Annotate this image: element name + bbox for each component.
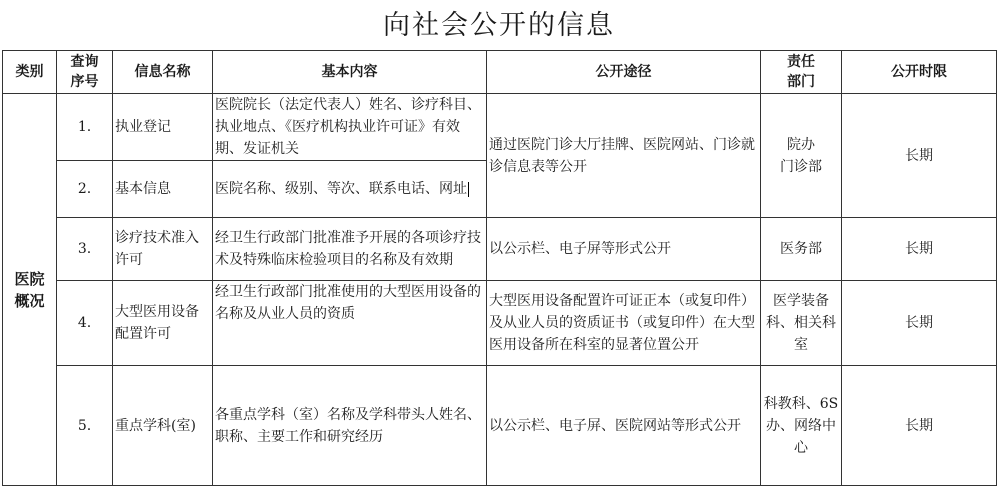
table-row [3, 366, 997, 486]
dept-line1: 院办 [787, 136, 815, 153]
row-content-text: 医院名称、级别、等次、联系电话、网址 [215, 181, 467, 197]
category-line2: 概况 [14, 291, 45, 310]
row-dept: 科教科、6S办、网络中心 [761, 366, 842, 486]
dept-line2: 门诊部 [780, 158, 822, 175]
row-dept: 医学装备科、相关科室 [761, 281, 842, 366]
page-title: 向社会公开的信息 [383, 10, 615, 41]
row-dept: 医务部 [761, 218, 842, 281]
header-channel: 公开途径 [487, 51, 761, 94]
row-content-editing[interactable] [213, 161, 487, 218]
header-name: 信息名称 [113, 51, 213, 94]
info-disclosure-table [2, 50, 997, 486]
row-seq: 2. [57, 161, 113, 218]
row-content: 各重点学科（室）名称及学科带头人姓名、职称、主要工作和研究经历 [213, 366, 487, 486]
text-cursor [468, 182, 469, 197]
header-content: 基本内容 [213, 51, 487, 94]
row-name: 执业登记 [113, 94, 213, 161]
row-content: 医院院长（法定代表人）姓名、诊疗科目、执业地点、《医疗机构执业许可证》有效期、发证机关 [213, 94, 487, 161]
table-row [3, 281, 997, 366]
row-seq: 4. [57, 281, 113, 366]
row-seq: 3. [57, 218, 113, 281]
row-content: 经卫生行政部门批准准予开展的各项诊疗技术及特殊临床检验项目的名称及有效期 [213, 218, 487, 281]
row-dept-merged [761, 94, 842, 218]
row-channel-merged: 通过医院门诊大厅挂牌、医院网站、门诊就诊信息表等公开 [487, 94, 761, 218]
category-cell [3, 94, 57, 486]
header-dept [761, 51, 842, 94]
header-row [3, 51, 997, 94]
row-name: 重点学科(室) [113, 366, 213, 486]
header-category: 类别 [3, 51, 57, 94]
table-row [3, 94, 997, 161]
header-seq-line2: 序号 [70, 74, 99, 90]
row-channel: 以公示栏、电子屏、医院网站等形式公开 [487, 366, 761, 486]
row-content: 经卫生行政部门批准使用的大型医用设备的名称及从业人员的资质 [213, 281, 487, 366]
row-seq: 5. [57, 366, 113, 486]
row-name: 基本信息 [113, 161, 213, 218]
header-seq [57, 51, 113, 94]
row-name: 大型医用设备配置许可 [113, 281, 213, 366]
row-channel: 以公示栏、电子屏等形式公开 [487, 218, 761, 281]
table-row [3, 218, 997, 281]
row-seq: 1. [57, 94, 113, 161]
header-seq-line1: 查询 [70, 54, 99, 70]
header-dept-line1: 责任 [787, 54, 815, 70]
row-time: 长期 [842, 366, 997, 486]
header-time: 公开时限 [842, 51, 997, 94]
row-channel: 大型医用设备配置许可证正本（或复印件）及从业人员的资质证书（或复印件）在大型医用设备所在科室的显著位置公开 [487, 281, 761, 366]
row-time-merged: 长期 [842, 94, 997, 218]
row-time: 长期 [842, 218, 997, 281]
header-dept-line2: 部门 [787, 74, 815, 90]
row-time: 长期 [842, 281, 997, 366]
category-line1: 医院 [14, 269, 45, 288]
row-name: 诊疗技术准入许可 [113, 218, 213, 281]
